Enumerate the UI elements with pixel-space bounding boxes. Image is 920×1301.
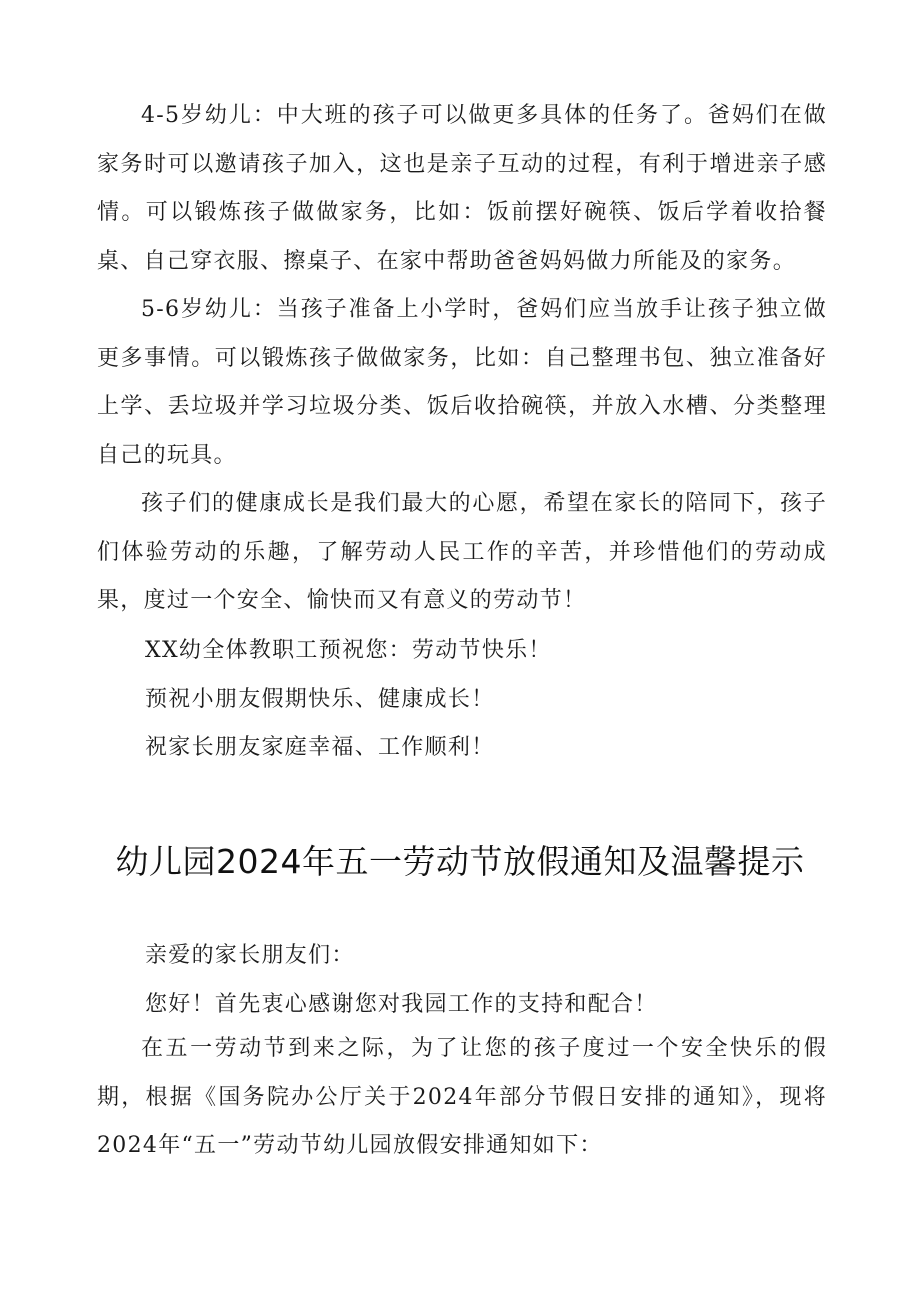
paragraph-healthy-growth: 孩子们的健康成长是我们最大的心愿，希望在家长的陪同下，孩子们体验劳动的乐趣，了解劳动人民工作的辛苦，并珍惜他们的劳动成果，度过一个安全、愉快而又有意义的劳动节！ — [97, 491, 827, 613]
wish-staff-greeting: XX幼全体教职工预祝您：劳动节快乐！ — [145, 638, 552, 663]
wish-parents: 祝家长朋友家庭幸福、工作顺利！ — [145, 735, 495, 760]
thanks-line: 您好！首先衷心感谢您对我园工作的支持和配合！ — [145, 992, 658, 1017]
greeting-line: 亲爱的家长朋友们： — [145, 943, 355, 968]
paragraph-notice-intro: 在五一劳动节到来之际，为了让您的孩子度过一个安全快乐的假期，根据《国务院办公厅关于2024年部分节假日安排的通知》，现将2024年“五一”劳动节幼儿园放假安排通知如下： — [97, 1036, 827, 1158]
wish-children: 预祝小朋友假期快乐、健康成长！ — [145, 687, 495, 712]
notice-title: 幼儿园2024年五一劳动节放假通知及温馨提示 — [115, 842, 805, 881]
paragraph-age-5-6: 5-6岁幼儿：当孩子准备上小学时，爸妈们应当放手让孩子独立做更多事情。可以锻炼孩子做做家务，比如：自己整理书包、独立准备好上学、丢垃圾并学习垃圾分类、饭后收拾碗筷，并放入水槽、分类整理自己的玩具。 — [97, 297, 827, 468]
paragraph-age-4-5: 4-5岁幼儿：中大班的孩子可以做更多具体的任务了。爸妈们在做家务时可以邀请孩子加入，这也是亲子互动的过程，有利于增进亲子感情。可以锻炼孩子做做家务，比如：饭前摆好碗筷、饭后学着收拾餐桌、自己穿衣服、擦桌子、在家中帮助爸爸妈妈做力所能及的家务。 — [97, 103, 827, 274]
